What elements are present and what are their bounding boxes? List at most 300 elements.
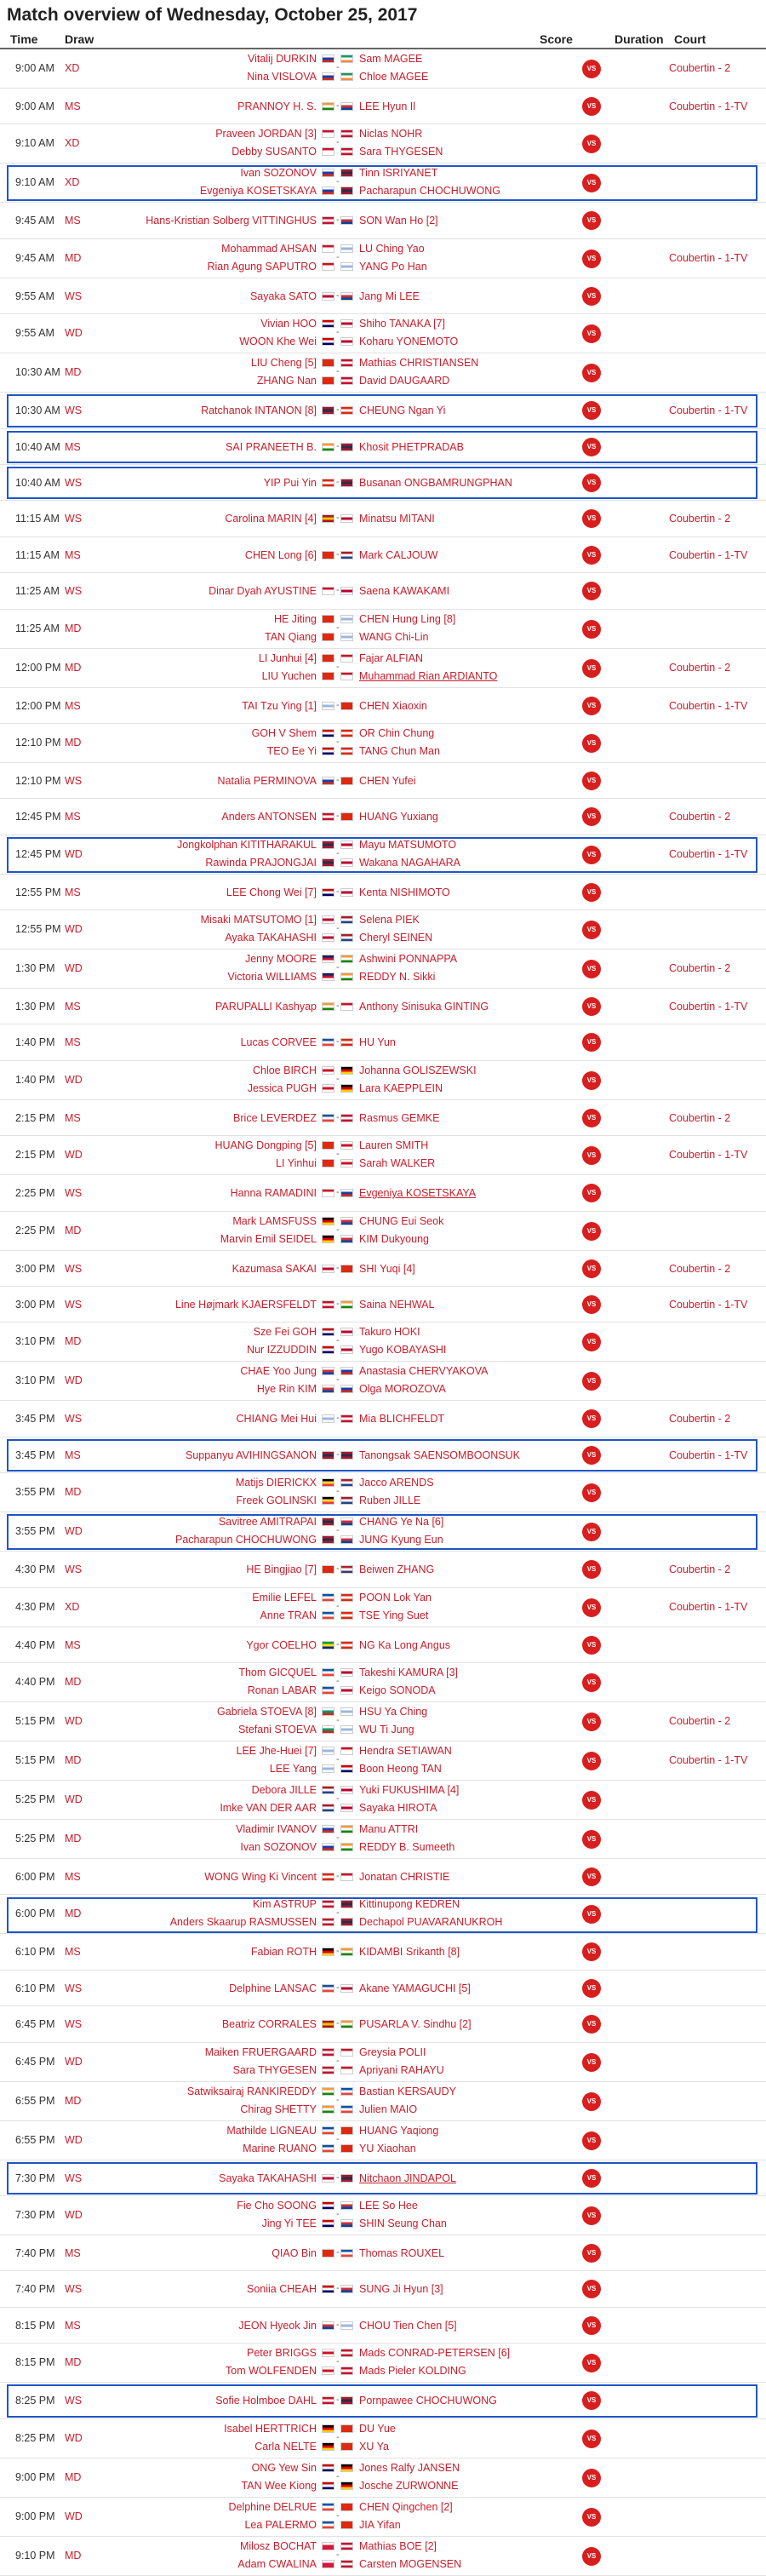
player-link[interactable]: TEO Ee Yi [266, 744, 317, 757]
event-link[interactable]: MS [65, 1111, 81, 1124]
player-link[interactable]: Pacharapun CHOCHUWONG [174, 1534, 317, 1546]
court-link[interactable]: Coubertin - 2 [669, 513, 731, 525]
player-link[interactable]: Satwiksairaj RANKIREDDY [186, 2085, 317, 2097]
event-link[interactable]: WS [65, 2172, 83, 2184]
player-link[interactable]: Saena KAWAKAMI [359, 585, 450, 598]
player-link[interactable]: POON Lok Yan [359, 1591, 432, 1604]
event-link[interactable]: MS [65, 215, 81, 227]
vs-icon[interactable]: VS [582, 2430, 601, 2448]
player-link[interactable]: HUANG Yuxiang [359, 811, 438, 823]
player-link[interactable]: Lauren SMITH [359, 1139, 429, 1152]
player-link[interactable]: Tom WOLFENDEN [226, 2365, 317, 2378]
event-link[interactable]: WD [65, 1374, 83, 1387]
player-link[interactable]: HSU Ya Ching [359, 1705, 428, 1718]
player-link[interactable]: CHEUNG Ngan Yi [359, 404, 446, 417]
player-link[interactable]: Evgeniya KOSETSKAYA [359, 1187, 477, 1200]
event-link[interactable]: MD [65, 1908, 82, 1920]
court-link[interactable]: Coubertin - 1-TV [669, 548, 748, 561]
player-link[interactable]: Maiken FRUERGAARD [204, 2045, 317, 2058]
player-link[interactable]: TANG Chun Man [359, 744, 440, 757]
vs-icon[interactable]: VS [582, 2015, 601, 2034]
vs-icon[interactable]: VS [582, 1942, 601, 1961]
player-link[interactable]: Imke VAN DER AAR [220, 1801, 317, 1814]
event-link[interactable]: MS [65, 440, 81, 453]
player-link[interactable]: Carla NELTE [254, 2440, 317, 2453]
player-link[interactable]: KIDAMBI Srikanth [8] [359, 1946, 460, 1959]
vs-icon[interactable]: VS [582, 960, 601, 978]
player-link[interactable]: PRANNOY H. S. [237, 100, 317, 112]
event-link[interactable]: WD [65, 327, 83, 340]
player-link[interactable]: Carolina MARIN [4] [225, 513, 317, 525]
player-link[interactable]: Victoria WILLIAMS [227, 971, 317, 984]
event-link[interactable]: WD [65, 2431, 83, 2444]
player-link[interactable]: Anastasia CHERVYAKOVA [359, 1365, 489, 1378]
player-link[interactable]: Peter BRIGGS [247, 2347, 317, 2360]
vs-icon[interactable]: VS [582, 1560, 601, 1579]
player-link[interactable]: Pacharapun CHOCHUWONG [359, 185, 501, 198]
event-link[interactable]: WD [65, 1073, 83, 1086]
player-link[interactable]: QIAO Bin [272, 2246, 317, 2259]
event-link[interactable]: WD [65, 847, 83, 860]
court-link[interactable]: Coubertin - 2 [669, 1262, 731, 1275]
vs-icon[interactable]: VS [582, 1071, 601, 1090]
event-link[interactable]: MS [65, 548, 81, 561]
vs-icon[interactable]: VS [582, 997, 601, 1016]
event-link[interactable]: WS [65, 774, 83, 787]
player-link[interactable]: Jonatan CHRISTIE [359, 1870, 450, 1883]
player-link[interactable]: Jenny MOORE [244, 953, 317, 966]
player-link[interactable]: Matijs DIERICKX [235, 1477, 317, 1489]
event-link[interactable]: MD [65, 2094, 82, 2107]
player-link[interactable]: Thom GICQUEL [238, 1666, 317, 1678]
player-link[interactable]: Anders Skaarup RASMUSSEN [169, 1916, 317, 1929]
vs-icon[interactable]: VS [582, 1979, 601, 1998]
vs-icon[interactable]: VS [582, 2354, 601, 2372]
player-link[interactable]: YIP Pui Yin [263, 476, 317, 489]
vs-icon[interactable]: VS [582, 1372, 601, 1391]
vs-icon[interactable]: VS [582, 2092, 601, 2111]
player-link[interactable]: Sayaka TAKAHASHI [219, 2172, 317, 2184]
vs-icon[interactable]: VS [582, 546, 601, 565]
player-link[interactable]: CHEN Hung Ling [8] [359, 612, 456, 625]
vs-icon[interactable]: VS [582, 1033, 601, 1052]
player-link[interactable]: Anders ANTONSEN [221, 811, 317, 823]
player-link[interactable]: Akane YAMAGUCHI [5] [359, 1982, 471, 1994]
player-link[interactable]: Nina VISLOVA [247, 71, 317, 83]
court-link[interactable]: Coubertin - 1-TV [669, 1600, 748, 1613]
player-link[interactable]: Busanan ONGBAMRUNGPHAN [359, 476, 512, 489]
event-link[interactable]: WD [65, 2510, 83, 2522]
court-link[interactable]: Coubertin - 1-TV [669, 1299, 748, 1311]
player-link[interactable]: Vitalij DURKIN [247, 53, 317, 65]
player-link[interactable]: Sara THYGESEN [232, 2063, 317, 2076]
vs-icon[interactable]: VS [582, 1905, 601, 1924]
vs-icon[interactable]: VS [582, 211, 601, 230]
player-link[interactable]: REDDY B. Sumeeth [359, 1840, 455, 1853]
player-link[interactable]: OR Chin Chung [359, 726, 435, 739]
player-link[interactable]: Anthony Sinisuka GINTING [359, 1001, 489, 1013]
event-link[interactable]: WD [65, 1149, 83, 1162]
player-link[interactable]: Takeshi KAMURA [3] [359, 1666, 459, 1678]
vs-icon[interactable]: VS [582, 1146, 601, 1165]
vs-icon[interactable]: VS [582, 509, 601, 528]
player-link[interactable]: LEE Yang [269, 1762, 317, 1775]
player-link[interactable]: Marine RUANO [243, 2142, 317, 2154]
vs-icon[interactable]: VS [582, 1295, 601, 1314]
player-link[interactable]: David DAUGAARD [359, 375, 450, 387]
event-link[interactable]: MS [65, 1036, 81, 1049]
event-link[interactable]: WS [65, 1299, 83, 1311]
player-link[interactable]: Apriyani RAHAYU [359, 2063, 444, 2076]
vs-icon[interactable]: VS [582, 324, 601, 343]
event-link[interactable]: MD [65, 1675, 82, 1688]
player-link[interactable]: LI Junhui [4] [258, 651, 317, 664]
court-link[interactable]: Coubertin - 2 [669, 1413, 731, 1426]
vs-icon[interactable]: VS [582, 1259, 601, 1278]
event-link[interactable]: WD [65, 1714, 83, 1727]
vs-icon[interactable]: VS [582, 401, 601, 420]
player-link[interactable]: ONG Yew Sin [251, 2461, 317, 2474]
player-link[interactable]: Sayaka SATO [249, 290, 317, 302]
vs-icon[interactable]: VS [582, 2547, 601, 2566]
vs-icon[interactable]: VS [582, 473, 601, 492]
event-link[interactable]: WD [65, 962, 83, 975]
player-link[interactable]: CHEN Yufei [359, 774, 416, 787]
player-link[interactable]: Soniia CHEAH [247, 2283, 317, 2296]
player-link[interactable]: Mia BLICHFELDT [359, 1413, 445, 1426]
vs-icon[interactable]: VS [582, 2469, 601, 2487]
event-link[interactable]: WS [65, 1982, 83, 1994]
player-link[interactable]: Ratchanok INTANON [8] [201, 404, 317, 417]
player-link[interactable]: Jones Ralfy JANSEN [359, 2461, 460, 2474]
vs-icon[interactable]: VS [582, 620, 601, 639]
event-link[interactable]: XD [65, 137, 80, 150]
player-link[interactable]: Rasmus GEMKE [359, 1111, 440, 1124]
player-link[interactable]: Takuro HOKI [359, 1326, 420, 1339]
player-link[interactable]: Jang Mi LEE [359, 290, 420, 302]
player-link[interactable]: Carsten MOGENSEN [359, 2557, 462, 2570]
player-link[interactable]: Kazumasa SAKAI [232, 1262, 317, 1275]
player-link[interactable]: Rawinda PRAJONGJAI [205, 856, 317, 869]
event-link[interactable]: WD [65, 1525, 83, 1538]
court-link[interactable]: Coubertin - 2 [669, 62, 731, 74]
vs-icon[interactable]: VS [582, 2280, 601, 2298]
event-link[interactable]: MD [65, 251, 82, 264]
vs-icon[interactable]: VS [582, 772, 601, 790]
event-link[interactable]: WD [65, 2055, 83, 2068]
player-link[interactable]: YANG Po Han [359, 260, 427, 273]
event-link[interactable]: MS [65, 2319, 81, 2332]
player-link[interactable]: TAN Qiang [265, 630, 317, 643]
event-link[interactable]: WS [65, 290, 83, 302]
vs-icon[interactable]: VS [582, 921, 601, 939]
player-link[interactable]: LU Ching Yao [359, 242, 425, 255]
vs-icon[interactable]: VS [582, 2391, 601, 2410]
player-link[interactable]: Boon Heong TAN [359, 1762, 442, 1775]
player-link[interactable]: Tanongsak SAENSOMBOONSUK [359, 1449, 520, 1461]
vs-icon[interactable]: VS [582, 659, 601, 678]
event-link[interactable]: MS [65, 1870, 81, 1883]
vs-icon[interactable]: VS [582, 60, 601, 78]
event-link[interactable]: WS [65, 476, 83, 489]
player-link[interactable]: PUSARLA V. Sindhu [2] [359, 2018, 472, 2031]
event-link[interactable]: MS [65, 699, 81, 712]
player-link[interactable]: CHAE Yoo Jung [240, 1365, 317, 1378]
event-link[interactable]: MD [65, 2549, 82, 2562]
court-link[interactable]: Coubertin - 1-TV [669, 100, 748, 112]
event-link[interactable]: MS [65, 1449, 81, 1461]
vs-icon[interactable]: VS [582, 807, 601, 826]
court-link[interactable]: Coubertin - 1-TV [669, 1753, 748, 1766]
vs-icon[interactable]: VS [582, 1791, 601, 1810]
vs-icon[interactable]: VS [582, 1867, 601, 1886]
player-link[interactable]: Hye Rin KIM [256, 1383, 317, 1396]
player-link[interactable]: Hans-Kristian Solberg VITTINGHUS [146, 215, 317, 227]
event-link[interactable]: MS [65, 886, 81, 898]
player-link[interactable]: Selena PIEK [359, 914, 420, 927]
player-link[interactable]: WOON Khe Wei [239, 336, 317, 348]
event-link[interactable]: XD [65, 1600, 80, 1613]
player-link[interactable]: SAI PRANEETH B. [226, 440, 317, 453]
player-link[interactable]: Ruben JILLE [359, 1495, 421, 1507]
player-link[interactable]: Mark LAMSFUSS [232, 1214, 317, 1227]
vs-icon[interactable]: VS [582, 1446, 601, 1465]
player-link[interactable]: Nitchaon JINDAPOL [359, 2172, 456, 2184]
vs-icon[interactable]: VS [582, 135, 601, 153]
event-link[interactable]: XD [65, 176, 80, 189]
vs-icon[interactable]: VS [582, 174, 601, 192]
player-link[interactable]: CHEN Qingchen [2] [359, 2500, 453, 2513]
player-link[interactable]: SUNG Ji Hyun [3] [359, 2283, 443, 2296]
player-link[interactable]: Fabian ROTH [250, 1946, 317, 1959]
event-link[interactable]: MS [65, 1001, 81, 1013]
player-link[interactable]: Chloe BIRCH [252, 1064, 317, 1076]
player-link[interactable]: Ivan SOZONOV [240, 1840, 317, 1853]
player-link[interactable]: Isabel HERTTRICH [224, 2422, 317, 2435]
player-link[interactable]: DU Yue [359, 2422, 396, 2435]
player-link[interactable]: Saina NEHWAL [359, 1299, 435, 1311]
player-link[interactable]: Sam MAGEE [359, 53, 423, 65]
vs-icon[interactable]: VS [582, 1752, 601, 1770]
player-link[interactable]: Dechapol PUAVARANUKROH [359, 1916, 503, 1929]
vs-icon[interactable]: VS [582, 1673, 601, 1692]
event-link[interactable]: XD [65, 62, 80, 74]
event-link[interactable]: MD [65, 2356, 82, 2369]
player-link[interactable]: Ayaka TAKAHASHI [225, 932, 317, 944]
event-link[interactable]: MD [65, 622, 82, 634]
player-link[interactable]: Pornpawee CHOCHUWONG [359, 2395, 497, 2407]
court-link[interactable]: Coubertin - 2 [669, 1714, 731, 1727]
player-link[interactable]: TAI Tzu Ying [1] [242, 699, 317, 712]
event-link[interactable]: WS [65, 1413, 83, 1426]
player-link[interactable]: Sze Fei GOH [253, 1326, 317, 1339]
player-link[interactable]: Sarah WALKER [359, 1157, 436, 1170]
player-link[interactable]: Vivian HOO [260, 318, 317, 330]
vs-icon[interactable]: VS [582, 883, 601, 902]
player-link[interactable]: Niclas NOHR [359, 128, 423, 141]
player-link[interactable]: CHEN Long [6] [244, 548, 317, 561]
player-link[interactable]: Ivan SOZONOV [240, 167, 317, 180]
event-link[interactable]: WS [65, 585, 83, 598]
player-link[interactable]: SON Wan Ho [2] [359, 215, 438, 227]
vs-icon[interactable]: VS [582, 438, 601, 456]
vs-icon[interactable]: VS [582, 846, 601, 864]
player-link[interactable]: Mohammad AHSAN [221, 242, 317, 255]
court-link[interactable]: Coubertin - 1-TV [669, 1449, 748, 1461]
player-link[interactable]: Hendra SETIAWAN [359, 1744, 452, 1757]
player-link[interactable]: PARUPALLI Kashyap [214, 1001, 317, 1013]
vs-icon[interactable]: VS [582, 2169, 601, 2188]
court-link[interactable]: Coubertin - 1-TV [669, 251, 748, 264]
event-link[interactable]: MS [65, 1946, 81, 1959]
vs-icon[interactable]: VS [582, 1636, 601, 1655]
player-link[interactable]: Sara THYGESEN [359, 146, 443, 158]
player-link[interactable]: Josche ZURWONNE [359, 2479, 459, 2492]
player-link[interactable]: HU Yun [359, 1036, 396, 1049]
vs-icon[interactable]: VS [582, 1523, 601, 1541]
vs-icon[interactable]: VS [582, 97, 601, 116]
court-link[interactable]: Coubertin - 2 [669, 962, 731, 975]
event-link[interactable]: MS [65, 2246, 81, 2259]
player-link[interactable]: Adam CWALINA [237, 2557, 317, 2570]
event-link[interactable]: MS [65, 100, 81, 112]
player-link[interactable]: Yuki FUKUSHIMA [4] [359, 1783, 460, 1796]
vs-icon[interactable]: VS [582, 1713, 601, 1731]
vs-icon[interactable]: VS [582, 1598, 601, 1617]
player-link[interactable]: Koharu YONEMOTO [359, 336, 459, 348]
event-link[interactable]: WD [65, 1793, 83, 1805]
player-link[interactable]: CHOU Tien Chen [5] [359, 2319, 457, 2332]
court-link[interactable]: Coubertin - 1-TV [669, 1149, 748, 1162]
player-link[interactable]: Beiwen ZHANG [359, 1563, 435, 1576]
event-link[interactable]: MD [65, 661, 82, 674]
player-link[interactable]: CHUNG Eui Seok [359, 1214, 444, 1227]
player-link[interactable]: Suppanyu AVIHINGSANON [185, 1449, 317, 1461]
event-link[interactable]: MD [65, 736, 82, 749]
player-link[interactable]: Misaki MATSUTOMO [1] [200, 914, 317, 927]
player-link[interactable]: Line Højmark KJAERSFELDT [174, 1299, 317, 1311]
player-link[interactable]: Muhammad Rian ARDIANTO [359, 669, 498, 682]
player-link[interactable]: Mathias CHRISTIANSEN [359, 357, 479, 370]
player-link[interactable]: Johanna GOLISZEWSKI [359, 1064, 477, 1076]
event-link[interactable]: WS [65, 2018, 83, 2031]
player-link[interactable]: WU Ti Jung [359, 1723, 414, 1736]
player-link[interactable]: Mathias BOE [2] [359, 2539, 437, 2552]
court-link[interactable]: Coubertin - 2 [669, 1111, 731, 1124]
player-link[interactable]: Mark CALJOUW [359, 548, 438, 561]
player-link[interactable]: Fajar ALFIAN [359, 651, 424, 664]
player-link[interactable]: Minatsu MITANI [359, 513, 435, 525]
player-link[interactable]: Delphine LANSAC [229, 1982, 317, 1994]
event-link[interactable]: MS [65, 1638, 81, 1651]
event-link[interactable]: WS [65, 513, 83, 525]
player-link[interactable]: Kenta NISHIMOTO [359, 886, 450, 898]
event-link[interactable]: WS [65, 404, 83, 417]
player-link[interactable]: Freek GOLINSKI [236, 1495, 317, 1507]
player-link[interactable]: Chirag SHETTY [240, 2103, 317, 2115]
player-link[interactable]: Evgeniya KOSETSKAYA [199, 185, 317, 198]
vs-icon[interactable]: VS [582, 734, 601, 753]
player-link[interactable]: HE Jiting [273, 612, 317, 625]
event-link[interactable]: WS [65, 1187, 83, 1200]
vs-icon[interactable]: VS [582, 2053, 601, 2072]
event-link[interactable]: WS [65, 2395, 83, 2407]
player-link[interactable]: Vladimir IVANOV [236, 1822, 317, 1835]
event-link[interactable]: MS [65, 811, 81, 823]
player-link[interactable]: Wakana NAGAHARA [359, 856, 461, 869]
vs-icon[interactable]: VS [582, 2131, 601, 2150]
vs-icon[interactable]: VS [582, 1333, 601, 1351]
vs-icon[interactable]: VS [582, 2316, 601, 2335]
player-link[interactable]: LI Yinhui [276, 1157, 317, 1170]
vs-icon[interactable]: VS [582, 1184, 601, 1202]
player-link[interactable]: KIM Dukyoung [359, 1232, 429, 1245]
player-link[interactable]: TSE Ying Suet [359, 1609, 429, 1621]
player-link[interactable]: Natalia PERMINOVA [217, 774, 317, 787]
player-link[interactable]: Dinar Dyah AYUSTINE [209, 585, 317, 598]
player-link[interactable]: Rian Agung SAPUTRO [207, 260, 317, 273]
player-link[interactable]: Jessica PUGH [247, 1081, 317, 1094]
player-link[interactable]: HUANG Dongping [5] [214, 1139, 317, 1152]
player-link[interactable]: CHIANG Mei Hui [236, 1413, 317, 1426]
vs-icon[interactable]: VS [582, 697, 601, 715]
vs-icon[interactable]: VS [582, 1830, 601, 1849]
player-link[interactable]: Shiho TANAKA [7] [359, 318, 445, 330]
player-link[interactable]: SHIN Seung Chan [359, 2217, 447, 2229]
player-link[interactable]: GOH V Shem [251, 726, 317, 739]
player-link[interactable]: LIU Cheng [5] [250, 357, 317, 370]
event-link[interactable]: WD [65, 923, 83, 936]
player-link[interactable]: Bastian KERSAUDY [359, 2085, 456, 2097]
player-link[interactable]: Mayu MATSUMOTO [359, 838, 457, 851]
vs-icon[interactable]: VS [582, 2206, 601, 2225]
vs-icon[interactable]: VS [582, 2244, 601, 2263]
player-link[interactable]: Greysia POLII [359, 2045, 426, 2058]
player-link[interactable]: Brice LEVERDEZ [233, 1111, 317, 1124]
player-link[interactable]: Kittinupong KEDREN [359, 1898, 460, 1911]
player-link[interactable]: Delphine DELRUE [228, 2500, 317, 2513]
player-link[interactable]: Debora JILLE [251, 1783, 317, 1796]
player-link[interactable]: SHI Yuqi [4] [359, 1262, 415, 1275]
player-link[interactable]: Savitree AMITRAPAI [218, 1516, 317, 1529]
player-link[interactable]: Hanna RAMADINI [230, 1187, 317, 1200]
player-link[interactable]: Yugo KOBAYASHI [359, 1344, 447, 1357]
player-link[interactable]: Cheryl SEINEN [359, 932, 433, 944]
player-link[interactable]: Lara KAEPPLEIN [359, 1081, 443, 1094]
player-link[interactable]: LIU Yuchen [261, 669, 317, 682]
vs-icon[interactable]: VS [582, 364, 601, 382]
event-link[interactable]: WD [65, 2133, 83, 2146]
court-link[interactable]: Coubertin - 1-TV [669, 1001, 748, 1013]
player-link[interactable]: REDDY N. Sikki [359, 971, 436, 984]
player-link[interactable]: Debby SUSANTO [232, 146, 317, 158]
event-link[interactable]: MD [65, 1486, 82, 1499]
event-link[interactable]: MD [65, 1335, 82, 1348]
player-link[interactable]: JIA Yifan [359, 2518, 401, 2531]
player-link[interactable]: Gabriela STOEVA [8] [217, 1705, 317, 1718]
player-link[interactable]: Jing Yi TEE [261, 2217, 317, 2229]
player-link[interactable]: LEE Chong Wei [7] [226, 886, 317, 898]
vs-icon[interactable]: VS [582, 582, 601, 600]
court-link[interactable]: Coubertin - 2 [669, 811, 731, 823]
vs-icon[interactable]: VS [582, 250, 601, 268]
player-link[interactable]: LEE Jhe-Huei [7] [236, 1744, 317, 1757]
vs-icon[interactable]: VS [582, 287, 601, 306]
vs-icon[interactable]: VS [582, 1483, 601, 1502]
player-link[interactable]: Anne TRAN [260, 1609, 317, 1621]
event-link[interactable]: MD [65, 1832, 82, 1845]
player-link[interactable]: Kim ASTRUP [252, 1898, 317, 1911]
